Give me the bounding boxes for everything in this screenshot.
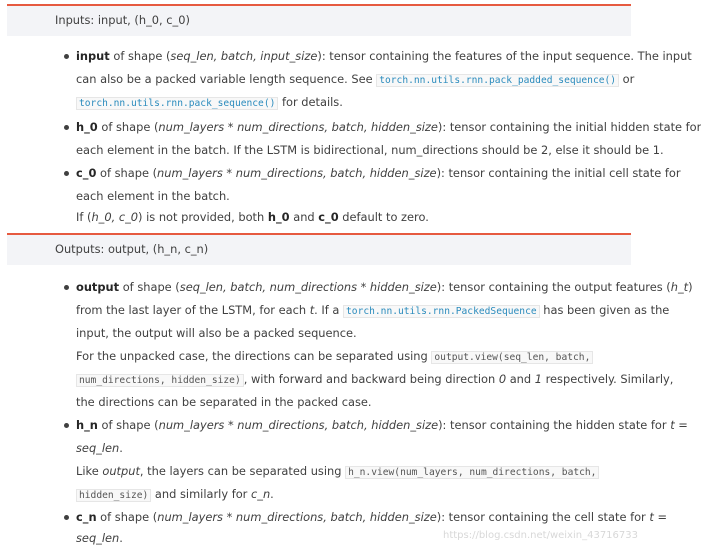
bullet-c0 — [64, 171, 69, 176]
bullet-cn — [64, 515, 69, 520]
hn-desc-line-4: hidden_size) and similarly for c_n. — [76, 487, 274, 501]
hn-view-code: h_n.view(num_layers, num_directions, batch, — [345, 466, 599, 479]
h0-desc-line-1: h_0 of shape (num_layers * num_directions, batch, hidden_size): tensor containing the initial hidden state for — [76, 120, 701, 134]
hn-desc-line-3: Like output, the layers can be separated using h_n.view(num_layers, num_directions, batch, — [76, 464, 599, 478]
outputs-header — [7, 233, 631, 265]
inputs-header — [7, 4, 631, 36]
output-desc-line-3: input, the output will also be a packed sequence. — [76, 326, 357, 340]
pack-padded-sequence-link[interactable]: torch.nn.utils.rnn.pack_padded_sequence() — [376, 74, 619, 87]
input-desc-line-1: input of shape (seq_len, batch, input_size): tensor containing the features of the input sequence. The input — [76, 49, 692, 63]
watermark: https://blog.csdn.net/weixin_43716733 — [442, 530, 638, 541]
hn-desc-line-1: h_n of shape (num_layers * num_directions, batch, hidden_size): tensor containing the hidden state for t = — [76, 418, 688, 432]
output-view-code: output.view(seq_len, batch, — [431, 351, 593, 364]
bullet-h0 — [64, 125, 69, 130]
c0-desc-line-3: If (h_0, c_0) is not provided, both h_0 and c_0 default to zero. — [76, 210, 429, 224]
output-desc-line-2: from the last layer of the LSTM, for each t. If a torch.nn.utils.rnn.PackedSequence has been given as the — [76, 303, 670, 317]
outputs-header-text: Outputs: output, (h_n, c_n) — [55, 242, 209, 256]
pack-sequence-link[interactable]: torch.nn.utils.rnn.pack_sequence() — [76, 97, 278, 110]
c0-desc-line-1: c_0 of shape (num_layers * num_directions, batch, hidden_size): tensor containing the initial cell state for — [76, 166, 681, 180]
output-view-code-cont: num_directions, hidden_size) — [76, 374, 244, 387]
input-desc-line-3: torch.nn.utils.rnn.pack_sequence() for details. — [76, 95, 343, 109]
packed-sequence-link[interactable]: torch.nn.utils.rnn.PackedSequence — [343, 305, 540, 318]
bullet-hn — [64, 423, 69, 428]
input-desc-line-2: can also be a packed variable length sequence. See torch.nn.utils.rnn.pack_padded_sequence() or — [76, 72, 635, 86]
hn-view-code-cont: hidden_size) — [76, 489, 151, 502]
cn-desc-line-1: c_n of shape (num_layers * num_directions, batch, hidden_size): tensor containing the cell state for t = — [76, 510, 668, 524]
cn-desc-line-2: seq_len. — [76, 531, 123, 545]
output-desc-line-4: For the unpacked case, the directions can be separated using output.view(seq_len, batch, — [76, 349, 593, 363]
output-desc-line-1: output of shape (seq_len, batch, num_directions * hidden_size): tensor containing the output features (h_t) — [76, 280, 693, 294]
inputs-header-text: Inputs: input, (h_0, c_0) — [55, 13, 190, 27]
output-desc-line-5: num_directions, hidden_size) , with forward and backward being direction 0 and 1 respectively. Similarly, — [76, 372, 673, 386]
c0-desc-line-2: each element in the batch. — [76, 189, 230, 203]
bullet-input — [64, 54, 69, 59]
output-desc-line-6: the directions can be separated in the packed case. — [76, 395, 372, 409]
bullet-output — [64, 285, 69, 290]
hn-desc-line-2: seq_len. — [76, 441, 123, 455]
h0-desc-line-2: each element in the batch. If the LSTM is bidirectional, num_directions should be 2, else it should be 1. — [76, 143, 664, 157]
